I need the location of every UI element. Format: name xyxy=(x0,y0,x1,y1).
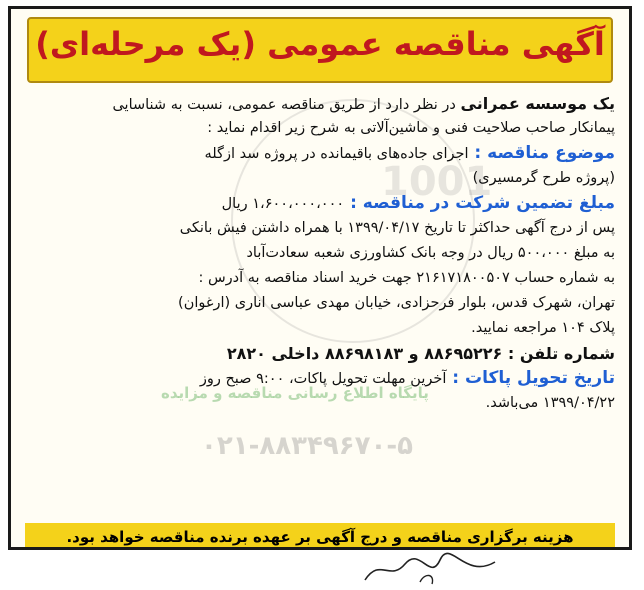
guarantee-amount: ۱،۶۰۰،۰۰۰،۰۰۰ ریال xyxy=(221,196,345,212)
subject-text: اجرای جاده‌های باقیمانده در پروژه سد ازگله xyxy=(204,146,469,162)
subject-line xyxy=(25,141,615,166)
ad-frame xyxy=(8,6,632,550)
guarantee-label: مبلغ تضمین شرکت در مناقصه : xyxy=(344,193,615,213)
footer-banner: هزینه برگزاری مناقصه و درج آگهی بر عهده برنده مناقصه خواهد بود. xyxy=(25,523,615,550)
watermark-site: پایگاه اطلاع رسانی مناقصه و مزایده xyxy=(161,384,429,402)
page-title: آگهی مناقصه عمومی (یک مرحله‌ای) xyxy=(35,25,605,63)
signature-scribble xyxy=(360,552,500,586)
details-line-3: به شماره حساب ۲۱۶۱۷۱۸۰۰۵۰۷ جهت خرید اسناد مناقصه به آدرس : xyxy=(198,270,615,286)
details-line-5: پلاک ۱۰۴ مراجعه نمایید. xyxy=(471,320,615,336)
details-line-2: به مبلغ ۵۰۰،۰۰۰ ریال در وجه بانک کشاورزی شعبه سعادت‌آباد xyxy=(246,245,615,261)
subject-line-2: (پروژه طرح گرمسیری) xyxy=(472,170,615,186)
intro-line-1 xyxy=(25,91,615,116)
delivery-label: تاریخ تحویل پاکات : xyxy=(446,368,615,388)
phone-line: شماره تلفن : ۸۸۶۹۵۲۲۶ و ۸۸۶۹۸۱۸۳ داخلی ۲۸۲۰ xyxy=(226,344,615,363)
delivery-line-2: ۱۳۹۹/۰۴/۲۲ می‌باشد. xyxy=(485,395,615,411)
subject-label: موضوع مناقصه : xyxy=(468,143,615,163)
intro-line-2: پیمانکار صاحب صلاحیت فنی و ماشین‌آلاتی به شرح زیر اقدام نماید : xyxy=(207,120,615,136)
ad-body xyxy=(25,91,615,416)
watermark-phone: ۰۲۱-۸۸۳۴۹۶۷۰-۵ xyxy=(201,431,414,461)
delivery-text: آخرین مهلت تحویل پاکات، ۹:۰۰ صبح روز xyxy=(199,371,447,387)
header-banner xyxy=(27,17,613,83)
intro-rest: در نظر دارد از طریق مناقصه عمومی، نسبت به شناسایی xyxy=(112,97,461,113)
delivery-line xyxy=(25,366,615,391)
intro-bold: یک موسسه عمرانی xyxy=(460,94,615,113)
watermark-year: 1001 xyxy=(381,159,493,205)
details-line-1: پس از درج آگهی حداکثر تا تاریخ ۱۳۹۹/۰۴/۱۷ با همراه داشتن فیش بانکی xyxy=(179,220,615,236)
guarantee-line xyxy=(25,191,615,216)
details-line-4: تهران، شهرک قدس، بلوار فرحزادی، خیابان مهدی عباسی اناری (ارغوان) xyxy=(178,295,615,311)
